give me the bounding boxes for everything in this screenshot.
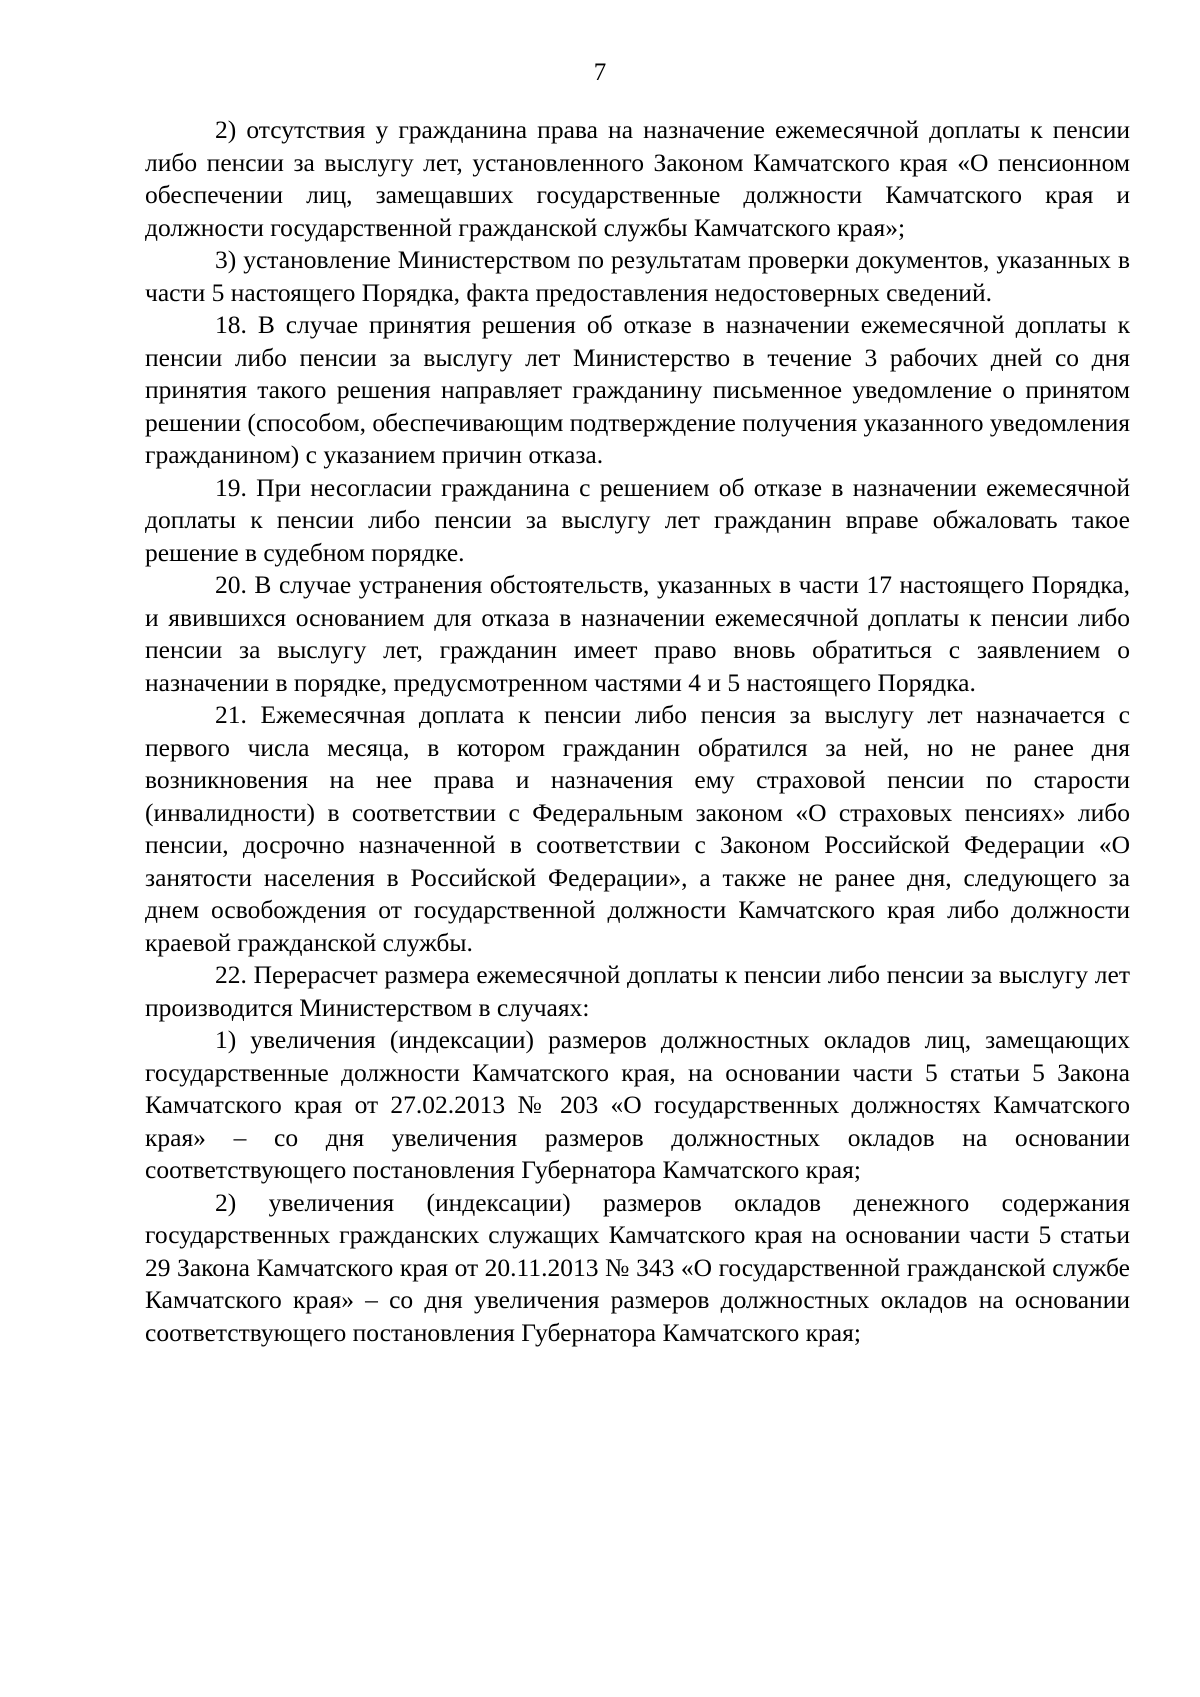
paragraph-item-3-false-information: 3) установление Министерством по результатам проверки документов, указанных в части 5 настоящего Порядка, факта предоставления недостоверных сведений.: [145, 245, 1130, 307]
page-number: 7: [593, 59, 607, 86]
document-body: [145, 114, 1130, 1349]
paragraph-22-item-1: 1) увеличения (индексации) размеров должностных окладов лиц, замещающих государственные должности Камчатского края, на основании части 5 статьи 5 Закона Камчатского края от 27.02.2013 № 203 «О государственных должностях Камчатского края» – со дня увеличения размеров должностных окладов на основании соответствующего постановления Губернатора Камчатского края;: [145, 1025, 1130, 1184]
paragraph-19-appeal: 19. При несогласии гражданина с решением об отказе в назначении ежемесячной доплаты к пенсии либо пенсии за выслугу лет гражданин вправе обжаловать такое решение в судебном порядке.: [145, 472, 1130, 567]
paragraph-18-refusal-notice: 18. В случае принятия решения об отказе в назначении ежемесячной доплаты к пенсии либо пенсии за выслугу лет Министерство в течение 3 рабочих дней со дня принятия такого решения направляет гражданину письменное уведомление о принятом решении (способом, обеспечивающим подтверждение получения указанного уведомления гражданином) с указанием причин отказа.: [145, 310, 1130, 469]
paragraph-22-recalculation: 22. Перерасчет размера ежемесячной доплаты к пенсии либо пенсии за выслугу лет производится Министерством в случаях:: [145, 960, 1130, 1022]
paragraph-21-assignment-date: 21. Ежемесячная доплата к пенсии либо пенсия за выслугу лет назначается с первого числа месяца, в котором гражданин обратился за ней, но не ранее дня возникновения на нее права и назначения ему страховой пенсии по старости (инвалидности) в соответствии с Федеральным законом «О страховых пенсиях» либо пенсии, досрочно назначенной в соответствии с Законом Российской Федерации «О занятости населения в Российской Федерации», а также не ранее дня, следующего за днем освобождения от государственной должности Камчатского края либо должности краевой гражданской службы.: [145, 700, 1130, 957]
paragraph-20-reapplication: 20. В случае устранения обстоятельств, указанных в части 17 настоящего Порядка, и явившихся основанием для отказа в назначении ежемесячной доплаты к пенсии либо пенсии за выслугу лет, гражданин имеет право вновь обратиться с заявлением о назначении в порядке, предусмотренном частями 4 и 5 настоящего Порядка.: [145, 570, 1130, 697]
paragraph-22-item-2: 2) увеличения (индексации) размеров окладов денежного содержания государственных гражданских служащих Камчатского края на основании части 5 статьи 29 Закона Камчатского края от 20.11.2013 № 343 «О государственной гражданской службе Камчатского края» – со дня увеличения размеров должностных окладов на основании соответствующего постановления Губернатора Камчатского края;: [145, 1187, 1130, 1347]
paragraph-item-2-lack-of-right: 2) отсутствия у гражданина права на назначение ежемесячной доплаты к пенсии либо пенсии за выслугу лет, установленного Законом Камчатского края «О пенсионном обеспечении лиц, замещавших государственные должности Камчатского края и должности государственной гражданской службы Камчатского края»;: [145, 115, 1130, 242]
